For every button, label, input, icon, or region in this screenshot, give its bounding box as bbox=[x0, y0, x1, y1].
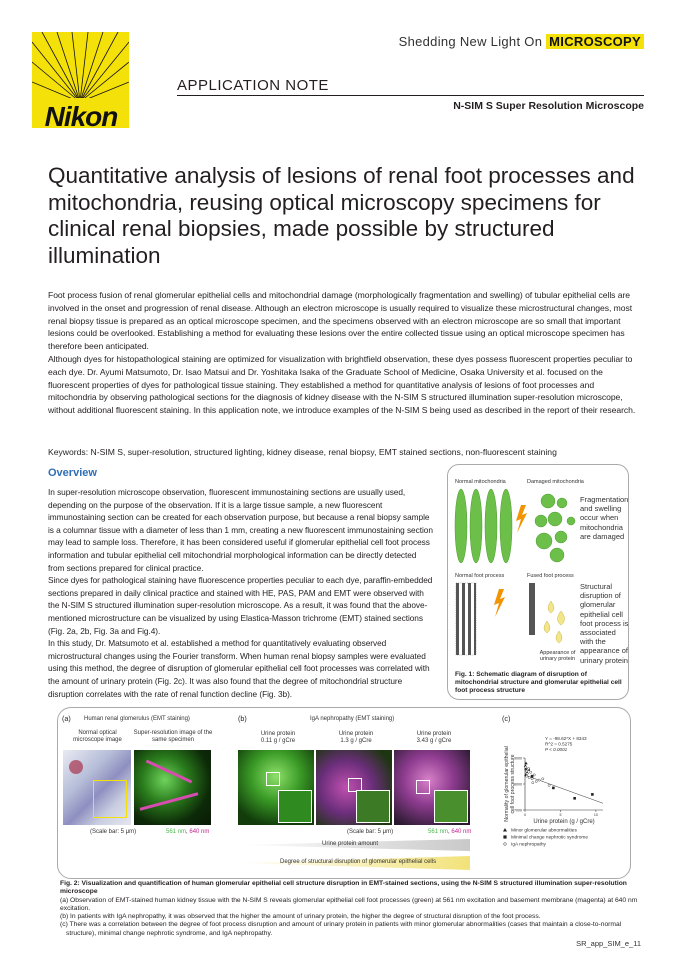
data-point-circle bbox=[530, 771, 532, 773]
figure-2-caption-title: Fig. 2: Visualization and quantification of human glomerular epithelial cell structure disruption in EMT-stained sections, using the N-SIM S structured illumination super-resolution microscope bbox=[60, 880, 627, 896]
figure-2-caption-b: (b) In patients with IgA nephropathy, it was observed that the higher the amount of urinary protein, the higher the degree of structural disruption of the foot process. bbox=[60, 913, 541, 921]
intro-paragraph-1: Foot process fusion of renal glomerular epithelial cells and mitochondrial damage (morphologically fragmentation and swelling) of tubular epithelial cells are involved in the onset and progression of renal disease. Although an electron microscope is usually required to visualize these microstructural changes, most renal biopsy tissue is prepared as an optical microscope specimen, and the specimens observed with an electron microscope are so small that important lesions could be overlooked. Establishing a method for evaluating these lesions over the entire collected tissue using an optical microscope specimen has therefore been anticipated. bbox=[48, 290, 633, 352]
data-point-circle bbox=[542, 778, 544, 780]
x-axis-label: Urine protein (g / gCre) bbox=[533, 819, 595, 825]
note-mitochondria: Fragmentation and swelling occur when mitochondria are damaged bbox=[580, 495, 629, 541]
data-point-circle bbox=[535, 780, 537, 782]
data-point-square bbox=[591, 793, 594, 796]
panel-a-title: Human renal glomerulus (EMT staining) bbox=[84, 716, 190, 722]
urine-protein-label: Urine protein bbox=[260, 731, 296, 737]
label-urinary-protein: Appearance of urinary protein bbox=[539, 650, 576, 662]
tagline-highlight: MICROSCOPY bbox=[546, 34, 644, 49]
data-point-circle bbox=[548, 784, 550, 786]
legend-marker-triangle bbox=[503, 828, 507, 832]
panel-b-col3-label bbox=[396, 731, 472, 745]
note-foot-process: Structural disruption of glomerular epithelial cell foot process is associated with the appearance of urinary protein bbox=[580, 582, 629, 665]
panel-b-col2-label bbox=[318, 731, 394, 745]
tagline bbox=[399, 34, 644, 49]
wavelength-561: 561 nm bbox=[166, 829, 187, 835]
overview-paragraph-1: In super-resolution microscope observation, fluorescent immunostaining sections are usually used, depending on the purpose of the observation. If it is a large tissue sample, a new fluorescent immunostaining section can be created for each observation purpose, but because a renal biopsy sample is a columnar tissue with a diameter of less than 1 mm, creating a new fluorescent immunostaining section may lead to sample loss. Therefore, it has been considered useful if glomerular epithelial cell foot process information and tubular epithelial cell mitochondrial morphological information can be directly detected from sections prepared for clinical practice. bbox=[48, 487, 433, 573]
panel-a-col2-label: Super-resolution image of the same specimen bbox=[133, 730, 213, 743]
panel-b-label: (b) bbox=[238, 714, 247, 723]
data-point-circle bbox=[525, 766, 527, 768]
overview-heading: Overview bbox=[48, 467, 97, 479]
arrow-disruption-label: Degree of structural disruption of glomerular epithelial cells bbox=[280, 859, 437, 865]
y-tick-label: 9000 bbox=[514, 756, 522, 761]
label-damaged-mitochondria: Damaged mitochondria bbox=[527, 479, 584, 485]
data-point-circle bbox=[526, 773, 528, 775]
panel-b-wavelength-label bbox=[428, 829, 471, 836]
data-point-square bbox=[573, 797, 576, 800]
igan-image-high-protein bbox=[394, 750, 470, 825]
figure-2-caption-c: (c) There was a correlation between the degree of foot process disruption and amount of urinary protein in patients with minor glomerular abnormalities (cases that maintain a close-to-normal structure), minimal change nephrotic syndrome, and IgA nephropathy. bbox=[60, 921, 622, 937]
legend-marker-circle bbox=[504, 843, 507, 846]
document-code: SR_app_SIM_e_11 bbox=[576, 939, 641, 948]
urine-protein-value: 1.3 g / gCre bbox=[340, 738, 372, 744]
urine-protein-value: 0.11 g / gCre bbox=[260, 738, 296, 744]
overview-paragraph-3: In this study, Dr. Matsumoto et al. established a method for quantitatively evaluating observed microstructural changes using the Fourier transform. When human renal biopsy samples were evaluated using this method, the degree of disruption of glomerular epithelial cell foot processes was correlated with the amount of urinary protein (Fig. 2c). It was also found that the degree of mitochondrial structure disruption correlates with the rate of renal function decline (Fig. 3b). bbox=[48, 638, 430, 699]
x-tick-label: 0 bbox=[524, 813, 526, 817]
wavelength-640: 640 nm bbox=[189, 829, 210, 835]
label-normal-mitochondria: Normal mitochondria bbox=[455, 479, 506, 485]
urine-protein-value: 3.43 g / gCre bbox=[416, 738, 452, 744]
figure-2-caption-a: (a) Observation of EMT-stained human kidney tissue with the N-SIM S reveals glomerular epithelial cell foot processes (green) at 561 nm excitation and basement membrane (magenta) at 640 nm excitation. bbox=[60, 896, 638, 912]
igan-image-mid-protein bbox=[316, 750, 392, 825]
data-point-circle bbox=[526, 775, 528, 777]
label-normal-foot-process: Normal foot process bbox=[455, 573, 505, 579]
igan-image-low-protein bbox=[238, 750, 314, 825]
nikon-logo bbox=[32, 32, 129, 128]
y-tick-label: 8000 bbox=[514, 782, 522, 787]
panel-c-label: (c) bbox=[502, 714, 511, 723]
legend-label: IgA nephropathy bbox=[511, 842, 546, 848]
data-point-circle bbox=[533, 774, 535, 776]
lightning-bolt-icon bbox=[494, 589, 505, 617]
y-tick-label: 7000 bbox=[514, 808, 522, 813]
header-divider bbox=[177, 95, 644, 96]
x-tick-label: 5 bbox=[559, 813, 562, 817]
y-axis-label: Normality of glomerular epithelialcell foot process structure bbox=[504, 746, 516, 822]
figure-1-caption: Fig. 1: Schematic diagram of disruption of mitochondrial structure and glomerular epithelial cell foot process structure bbox=[455, 671, 622, 694]
wavelength-561: 561 nm bbox=[428, 829, 449, 835]
data-point-circle bbox=[528, 776, 530, 778]
data-point-circle bbox=[531, 778, 533, 780]
legend-label: Minimal change nephrotic syndrome bbox=[511, 835, 589, 841]
panel-b-col1-label bbox=[240, 731, 316, 745]
label-fused-foot-process: Fused foot process bbox=[527, 573, 574, 579]
regression-text: R^2 = 0.5275 bbox=[545, 741, 573, 747]
keywords: Keywords: N-SIM S, super-resolution, structured lighting, kidney disease, renal biopsy, EMT stained sections, non-fluorescent staining bbox=[48, 447, 557, 457]
panel-b-title: IgA nephropathy (EMT staining) bbox=[310, 716, 395, 722]
regression-text: Y = -98.62*X + 8343 bbox=[545, 736, 587, 741]
tagline-prefix: Shedding New Light On bbox=[398, 34, 543, 49]
arrow-urine-protein-label: Urine protein amount bbox=[322, 841, 379, 847]
wavelength-separator: , bbox=[448, 829, 450, 835]
data-point-circle bbox=[538, 779, 540, 781]
overview-text bbox=[48, 486, 433, 700]
data-point-circle bbox=[532, 782, 534, 784]
urine-protein-label: Urine protein bbox=[338, 731, 374, 737]
product-label: N-SIM S Super Resolution Microscope bbox=[453, 100, 644, 112]
x-tick-label: 10 bbox=[593, 813, 598, 817]
panel-a-scale-bar-label: (Scale bar: 5 μm) bbox=[90, 829, 137, 835]
wavelength-640: 640 nm bbox=[451, 829, 472, 835]
data-point-square bbox=[552, 787, 555, 790]
page-title: Quantitative analysis of lesions of renal foot processes and mitochondria, reusing optical microscopy specimens for clinical renal biopsies, made possible by structured illumination bbox=[48, 163, 635, 268]
lightning-bolt-icon bbox=[516, 505, 527, 533]
wavelength-separator: , bbox=[186, 829, 188, 835]
panel-a-wavelength-label bbox=[166, 829, 209, 836]
legend-marker-square bbox=[503, 835, 506, 838]
regression-line bbox=[525, 775, 603, 803]
data-point-circle bbox=[527, 767, 529, 769]
section-label: APPLICATION NOTE bbox=[177, 77, 329, 94]
panel-b-scale-bar-label: (Scale bar: 5 μm) bbox=[347, 829, 394, 835]
panel-a-col1-label: Normal optical microscope image bbox=[73, 730, 122, 743]
figure-2-caption bbox=[60, 880, 640, 938]
overview-paragraph-2: Since dyes for pathological staining have fluorescence properties peculiar to each dye, paraffin-embedded sections prepared in daily clinical practice and stained with HE, PAS, PAM and EMT were observed with the N-SIM S structured illumination super-resolution microscope. As a result, it was found that the above-mentioned microstructure can be visualized by using Elastica-Masson trichrome (EMT) stained sections (Fig. 2a, 2b, Fig. 3a and Fig.4). bbox=[48, 575, 433, 636]
regression-text: P < 0.0001 bbox=[545, 747, 568, 752]
foot-process-diagram bbox=[451, 581, 581, 661]
panel-a-label: (a) bbox=[62, 714, 71, 723]
urine-protein-label: Urine protein bbox=[416, 731, 452, 737]
scatter-chart bbox=[495, 728, 627, 868]
intro-text bbox=[48, 289, 636, 417]
mitochondria-diagram bbox=[451, 487, 581, 567]
legend-label: Minor glomerular abnormalities bbox=[511, 828, 577, 834]
intro-paragraph-2: Although dyes for histopathological staining are optimized for visualization with brightfield observation, these dyes possess fluorescent properties peculiar to each dye. Dr. Ayumi Matsumoto, Dr. Isao Matsui and Dr. Yoshitaka Isaka of the Graduate School of Medicine, Osaka University et al. focused on the fluorescent properties of dyes for pathological tissue staining. They established a method for quantitative analysis of lesions of foot processes and mitochondria by observing pathological sections for the diagnosis of kidney disease with the N-SIM S structured illumination super-resolution microscope, without additional fluorescent staining. In this application note, we introduce examples of the N-SIM S being used as described in the report of their research. bbox=[48, 353, 636, 416]
logo-wordmark: Nikon bbox=[44, 101, 118, 128]
optical-microscope-image bbox=[63, 750, 131, 825]
super-resolution-image bbox=[134, 750, 211, 825]
